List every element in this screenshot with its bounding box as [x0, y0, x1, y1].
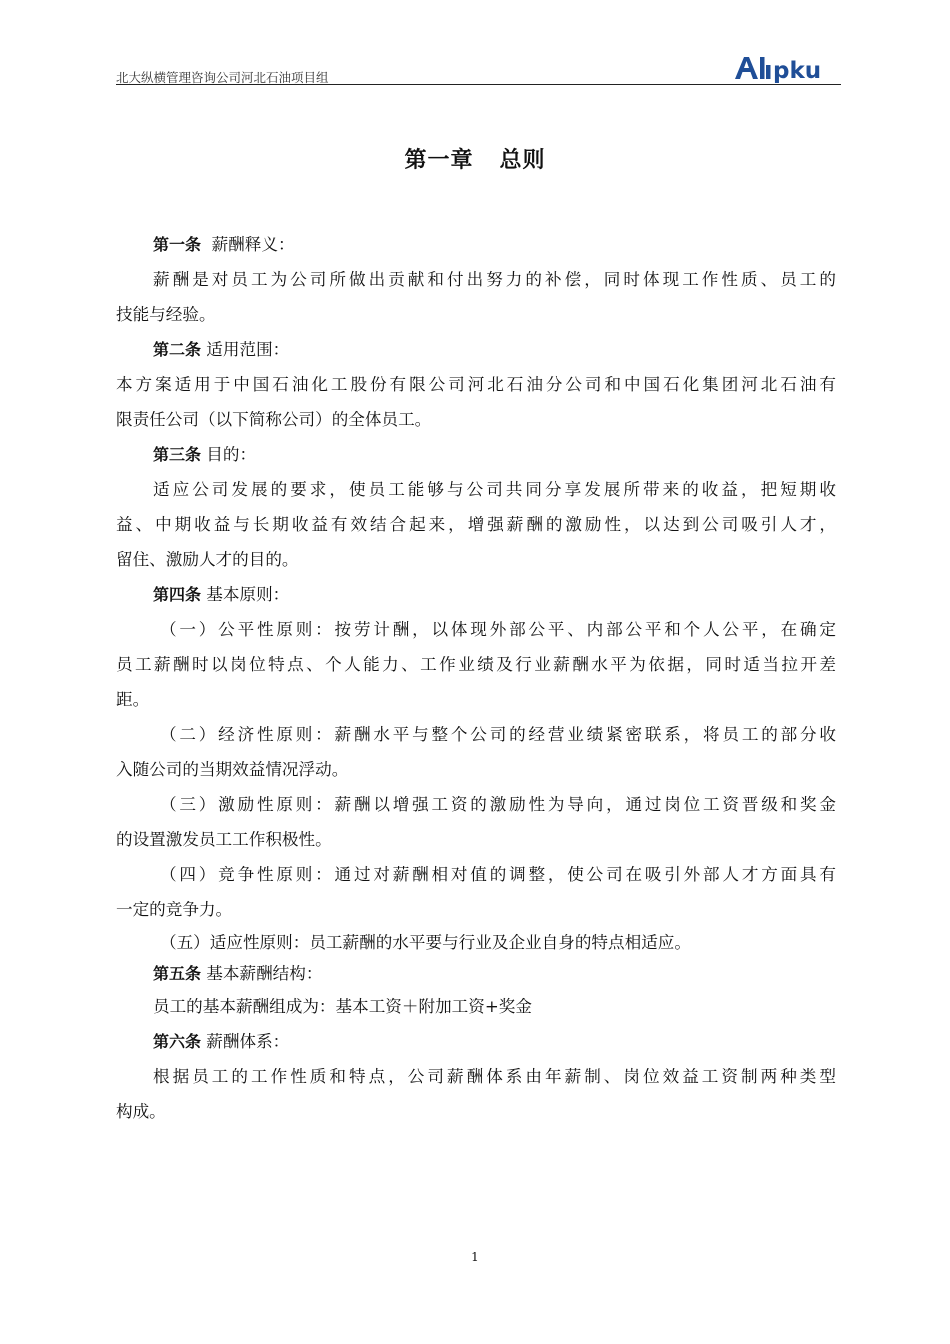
article-6-heading: 第六条 薪酬体系： [153, 1032, 290, 1051]
article-1-line-1: 薪酬是对员工为公司所做出贡献和付出努力的补偿，同时体现工作性质、员工的 [153, 270, 836, 289]
principle-1-line-2: 员工薪酬时以岗位特点、个人能力、工作业绩及行业薪酬水平为依据，同时适当拉开差 [116, 655, 836, 674]
article-3-line-3: 留住、激励人才的目的。 [116, 550, 299, 569]
logo-mark [735, 57, 771, 79]
principle-1-line-3: 距。 [116, 690, 150, 709]
header-rule [116, 84, 841, 85]
article-2-heading: 第二条 适用范围： [153, 340, 290, 359]
article-3-line-1: 适应公司发展的要求，使员工能够与公司共同分享发展所带来的收益，把短期收 [153, 480, 836, 499]
logo-letter-a [735, 57, 758, 79]
chapter-title [0, 143, 950, 174]
article-6-line-1: 根据员工的工作性质和特点，公司薪酬体系由年薪制、岗位效益工资制两种类型 [153, 1067, 836, 1086]
page-number: 1 [471, 1250, 479, 1264]
article-4-heading: 第四条 基本原则： [153, 585, 290, 604]
principle-1-line-1: （一）公平性原则：按劳计酬，以体现外部公平、内部公平和个人公平，在确定 [160, 620, 836, 639]
article-5-line-1: 员工的基本薪酬组成为：基本工资＋附加工资+奖金 [153, 997, 532, 1016]
chapter-number: 第一章 [404, 148, 474, 173]
article-2-line-1: 本方案适用于中国石油化工股份有限公司河北石油分公司和中国石化集团河北石油有 [116, 375, 836, 394]
alpku-logo [733, 53, 845, 83]
article-6-line-2: 构成。 [116, 1102, 166, 1121]
article-3-heading: 第三条 目的： [153, 445, 257, 464]
header-org-text: 北大纵横管理咨询公司河北石油项目组 [116, 70, 329, 85]
article-1-line-2: 技能与经验。 [116, 305, 216, 324]
principle-4-line-1: （四）竞争性原则：通过对薪酬相对值的调整，使公司在吸引外部人才方面具有 [160, 865, 836, 884]
principle-5-line-1: （五）适应性原则：员工薪酬的水平要与行业及企业自身的特点相适应。 [160, 933, 691, 952]
principle-2-line-2: 入随公司的当期效益情况浮动。 [116, 760, 349, 779]
article-1-heading: 第一条 薪酬释义： [153, 235, 295, 254]
principle-3-line-2: 的设置激发员工工作积极性。 [116, 830, 332, 849]
principle-4-line-2: 一定的竞争力。 [116, 900, 233, 919]
principle-3-line-1: （三）激励性原则：薪酬以增强工资的激励性为导向，通过岗位工资晋级和奖金 [160, 795, 836, 814]
logo-bar-short [766, 65, 771, 79]
article-2-line-2: 限责任公司（以下简称公司）的全体员工。 [116, 410, 432, 429]
chapter-name: 总则 [499, 148, 546, 173]
article-3-line-2: 益、中期收益与长期收益有效结合起来，增强薪酬的激励性，以达到公司吸引人才， [116, 515, 836, 534]
svg-text:pku: pku [773, 58, 822, 83]
principle-2-line-1: （二）经济性原则：薪酬水平与整个公司的经营业绩紧密联系，将员工的部分收 [160, 725, 836, 744]
logo-bar-tall [760, 57, 765, 79]
document-body [116, 227, 836, 1129]
article-5-heading: 第五条 基本薪酬结构： [153, 964, 323, 983]
